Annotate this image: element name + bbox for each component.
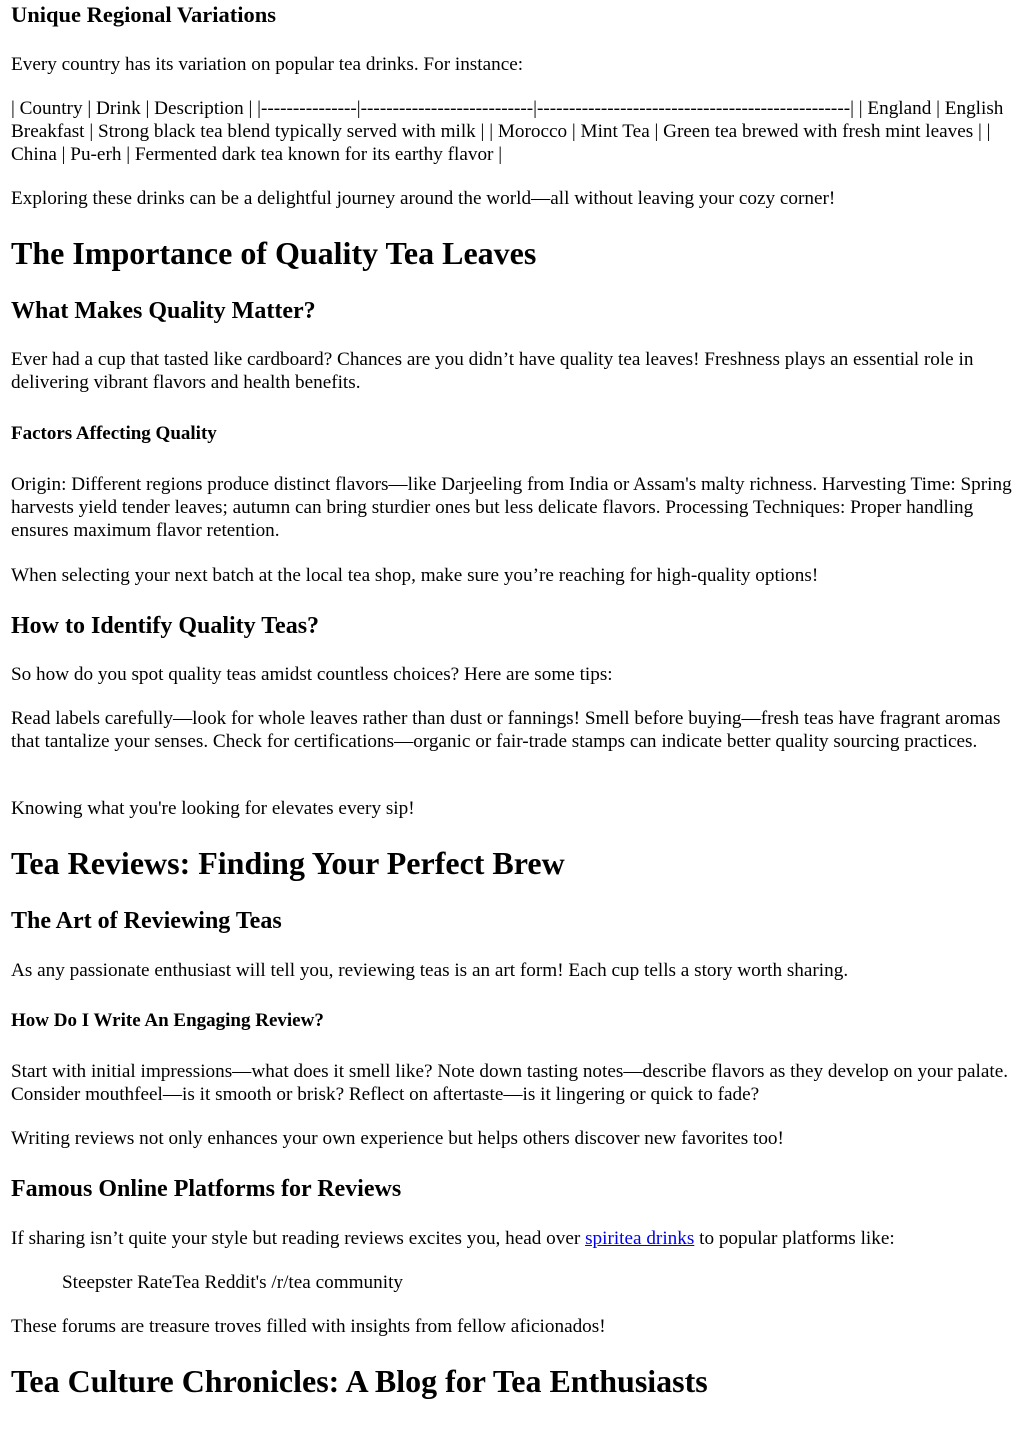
identify-closing: Knowing what you're looking for elevates every sip!: [11, 798, 415, 819]
identify-intro: So how do you spot quality teas amidst countless choices? Here are some tips:: [11, 664, 613, 685]
quality-title: The Importance of Quality Tea Leaves: [11, 235, 537, 271]
factors-heading: Factors Affecting Quality: [11, 423, 217, 444]
write-heading: How Do I Write An Engaging Review?: [11, 1010, 324, 1031]
regional-heading: Unique Regional Variations: [11, 2, 277, 27]
platforms-closing: These forums are treasure troves filled with insights from fellow aficionados!: [11, 1316, 606, 1337]
identify-heading: How to Identify Quality Teas?: [11, 613, 320, 639]
platforms-text: [11, 1227, 1013, 1250]
write-closing: Writing reviews not only enhances your own experience but helps others discover new favorites too!: [11, 1128, 784, 1149]
platforms-text-before: If sharing isn’t quite your style but reading reviews excites you, head over: [11, 1228, 586, 1249]
platforms-text-after: to popular platforms like:: [694, 1228, 895, 1249]
regional-intro: Every country has its variation on popular tea drinks. For instance:: [11, 54, 524, 75]
spiritea-drinks-link[interactable]: spiritea drinks: [585, 1228, 695, 1249]
factors-text: Origin: Different regions produce distinct flavors—like Darjeeling from India or Assam's malty richness. Harvesting Time: Spring harvests yield tender leaves; autumn can bring sturdier ones but less delicate flavors. Processing Techniques: Proper handling ensures maximum flavor retention.: [11, 474, 1012, 541]
quality-what-heading: What Makes Quality Matter?: [11, 298, 316, 324]
art-text: As any passionate enthusiast will tell you, reviewing teas is an art form! Each cup tells a story worth sharing.: [11, 960, 849, 981]
write-text: Start with initial impressions—what does it smell like? Note down tasting notes—describe flavors as they develop on your palate. Consider mouthfeel—is it smooth or brisk? Reflect on aftertaste—is it lingering or quick to fade?: [11, 1061, 1009, 1105]
identify-tips: Read labels carefully—look for whole leaves rather than dust or fannings! Smell before buying—fresh teas have fragrant aromas that tantalize your senses. Check for certifications—organic or fair-trade stamps can indicate better quality sourcing practices.: [11, 708, 1001, 752]
art-heading: The Art of Reviewing Teas: [11, 908, 282, 934]
quality-what-text: Ever had a cup that tasted like cardboard? Chances are you didn’t have quality tea leaves! Freshness plays an essential role in delivering vibrant flavors and health benefits.: [11, 349, 974, 393]
chronicles-title: Tea Culture Chronicles: A Blog for Tea Enthusiasts: [11, 1363, 708, 1399]
regional-table-text: | Country | Drink | Description | |---------------|---------------------------|-------------------------------------------------| | England | English Breakfast | Strong black tea blend typically served with milk | | Morocco | Mint Tea | Green tea brewed with fresh mint leaves | | China | Pu-erh | Fermented dark tea known for its earthy flavor |: [11, 98, 1004, 165]
reviews-title: Tea Reviews: Finding Your Perfect Brew: [11, 845, 565, 881]
platforms-list: Steepster RateTea Reddit's /r/tea community: [62, 1272, 403, 1293]
factors-closing: When selecting your next batch at the local tea shop, make sure you’re reaching for high-quality options!: [11, 565, 819, 586]
platforms-heading: Famous Online Platforms for Reviews: [11, 1176, 402, 1202]
regional-closing: Exploring these drinks can be a delightful journey around the world—all without leaving your cozy corner!: [11, 188, 836, 209]
